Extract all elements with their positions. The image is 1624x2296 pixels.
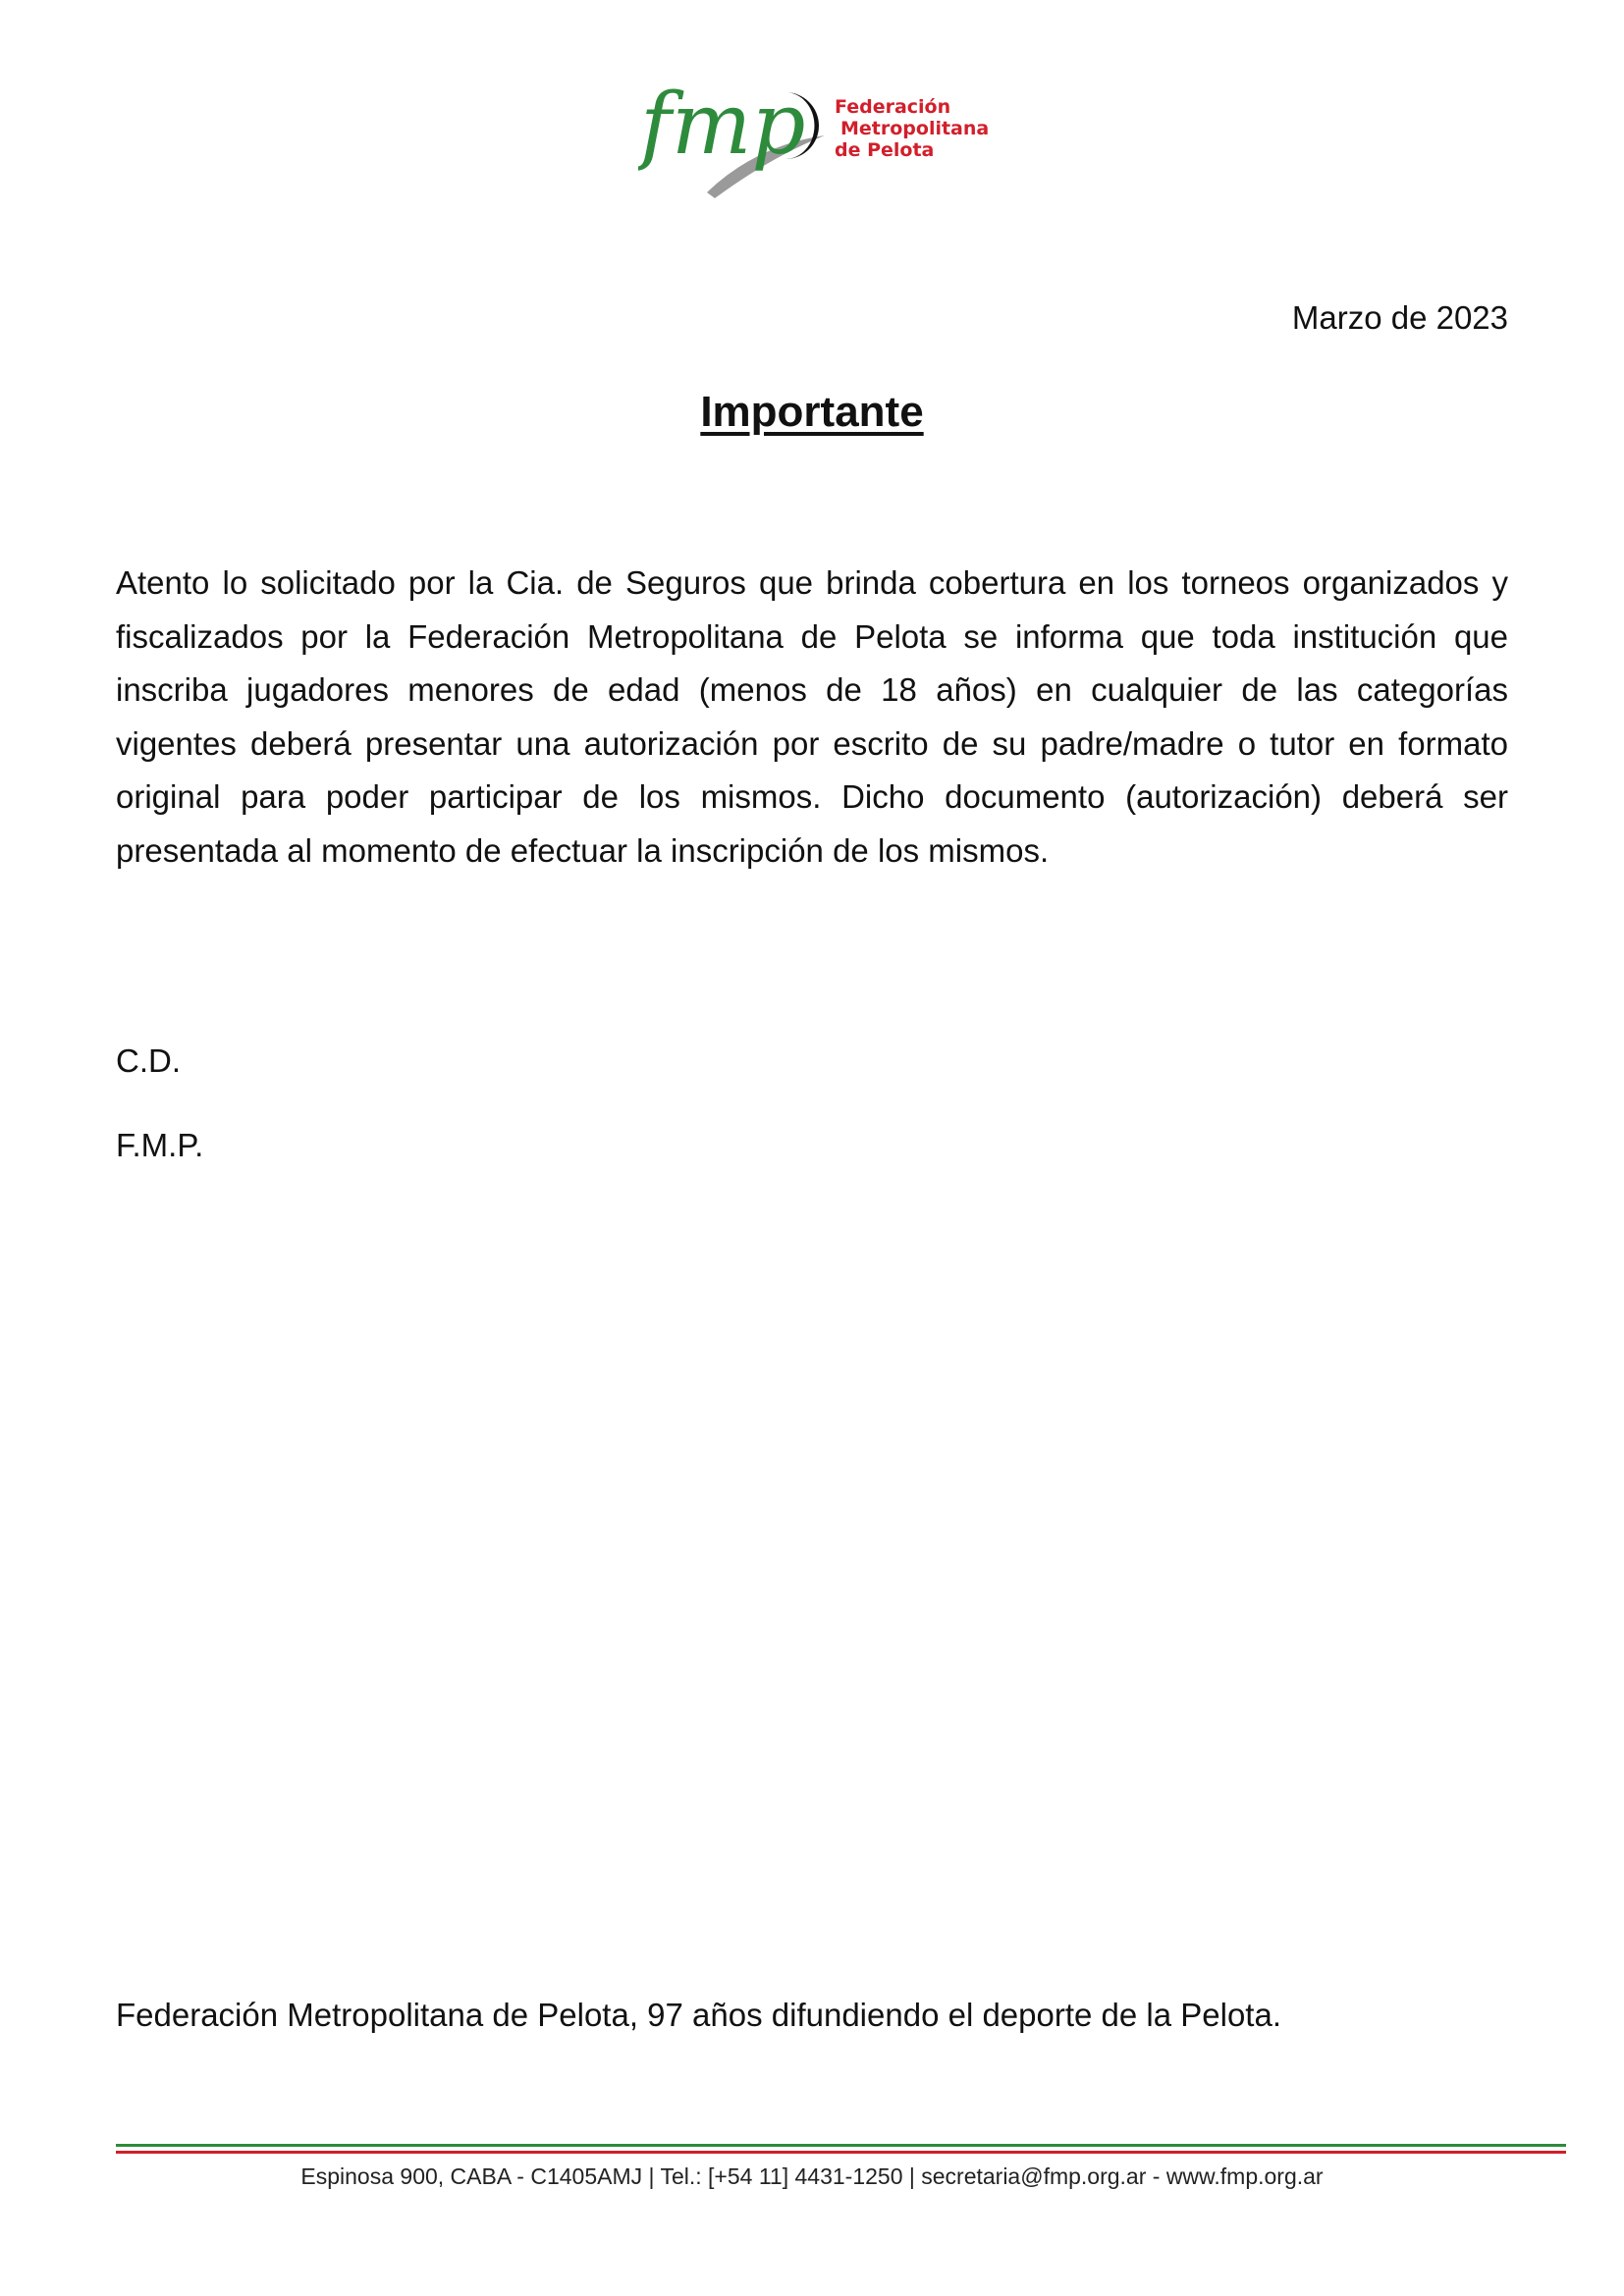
logo-line-3: de Pelota xyxy=(835,139,935,161)
logo-line-1: Federación xyxy=(835,96,951,118)
logo-line-2: Metropolitana xyxy=(840,118,990,139)
fmp-logo xyxy=(638,77,1011,204)
fmp-logo-mark-icon xyxy=(638,77,835,204)
letter-title: Importante xyxy=(700,388,924,436)
footer-contact: Espinosa 900, CABA - C1405AMJ | Tel.: [+54 11] 4431-1250 | secretaria@fmp.org.ar - www.fmp.org.ar xyxy=(300,2163,1324,2189)
letter-date: Marzo de 2023 xyxy=(1291,299,1508,336)
federation-motto: Federación Metropolitana de Pelota, 97 años difundiendo el deporte de la Pelota. xyxy=(116,1997,1282,2033)
footer-divider-red xyxy=(116,2151,1566,2154)
letter-body: Atento lo solicitado por la Cia. de Seguros que brinda cobertura en los torneos organizados y fiscalizados por la Federación Metropolitana de Pelota se informa que toda institución que inscriba jugadores menores de edad (menos de 18 años) en cualquier de las categorías vigentes deberá presentar una autorización por escrito de su padre/madre o tutor en formato original para poder participar de los mismos. Dicho documento (autorización) deberá ser presentada al momento de efectuar la inscripción de los mismos. xyxy=(116,564,1508,869)
svg-text:fmp: fmp xyxy=(640,77,806,174)
signature-line-1: C.D. xyxy=(116,1042,181,1079)
logo-wordmark xyxy=(835,96,989,161)
footer-divider-green xyxy=(116,2144,1566,2147)
signature-line-2: F.M.P. xyxy=(116,1127,204,1163)
